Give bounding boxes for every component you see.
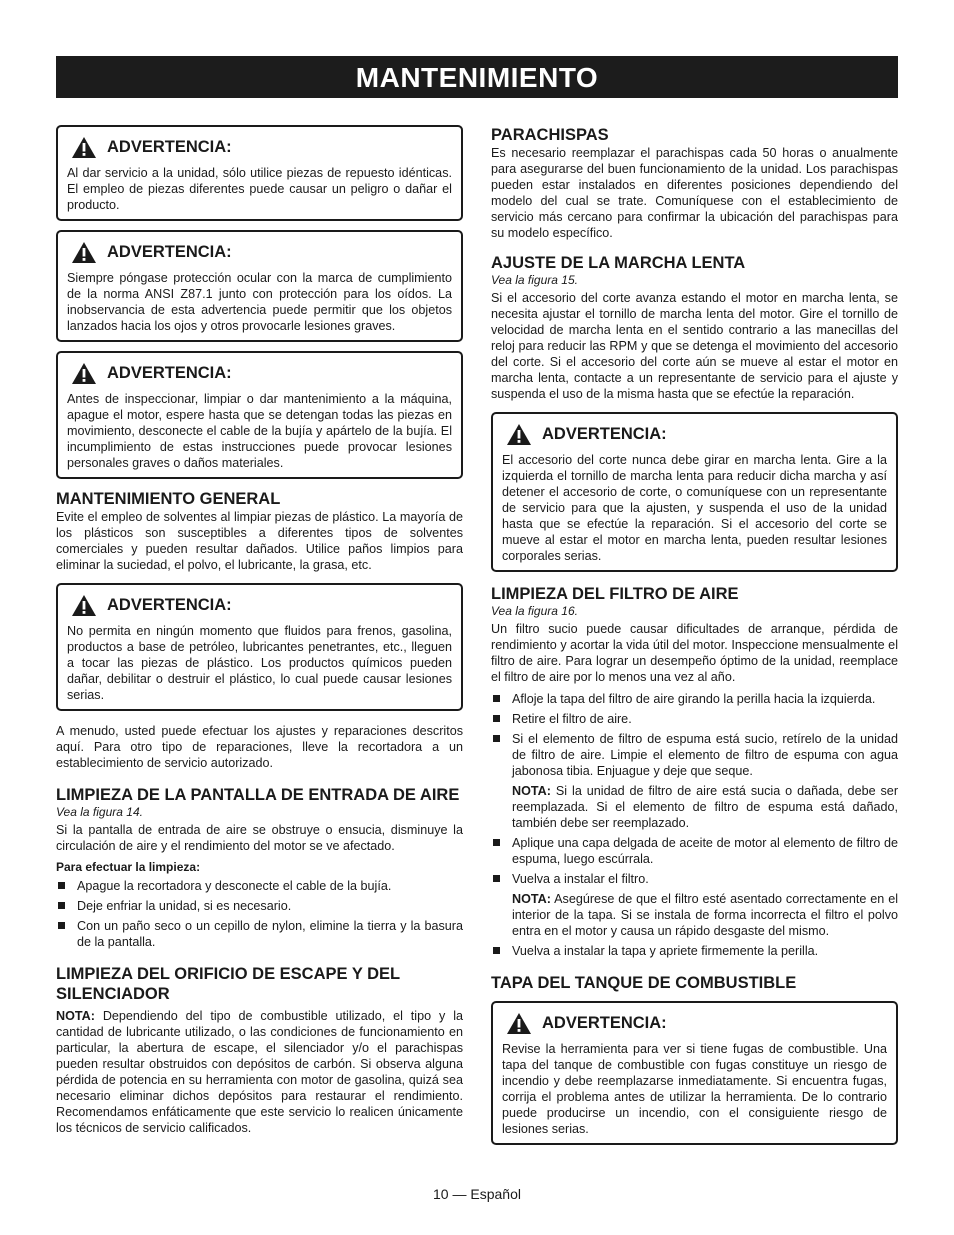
paragraph: Es necesario reemplazar el parachispas cada 50 horas o anualmente para asegurarse del buen funcionamiento de la unidad. Los parachispas pueden estar instalados en diferentes posiciones dependiendo del modelo del cual se trate. Comuníquese con el establecimiento de servicio más cercano para confirmar la ubicación del parachispas para su modelo específico. bbox=[491, 146, 898, 240]
section-heading-parachispas: PARACHISPAS bbox=[491, 126, 609, 144]
paragraph: Si el accesorio del corte avanza estando el motor en marcha lenta, se necesita ajustar el tornillo de marcha lenta del motor. Gire el tornillo de velocidad de marcha lenta en el sentido contrario a las manecillas del reloj para reducir las RPM y que se detenga el movimiento del accesorio del corte. Si el accesorio del corte aún se mueve al estar el motor en marcha lenta, contacte a un representante de servicio para el ajuste y suspenda el uso de la misma hasta que se efectúe la reparación. bbox=[491, 291, 898, 401]
paragraph: Evite el empleo de solventes al limpiar piezas de plástico. La mayoría de los plásticos son susceptibles a diferentes tipos de solventes comerciales y pueden resultar dañados. Utilice paños limpios para eliminar la suciedad, el polvo, el lubricante, la grasa, etc. bbox=[56, 510, 463, 572]
warning-box-marcha-lenta bbox=[491, 412, 898, 572]
warning-title: ADVERTENCIA: bbox=[107, 242, 232, 261]
list-item: Apague la recortadora y desconecte el cable de la bujía. bbox=[56, 878, 463, 894]
list-item: Afloje la tapa del filtro de aire girando la perilla hacia la izquierda. bbox=[491, 691, 898, 707]
bullet-list bbox=[491, 691, 898, 779]
note: NOTA: Asegúrese de que el filtro esté asentado correctamente en el interior de la tapa. Si se instala de forma incorrecta el filtro el polvo entra en el motor y causa un rápido desgaste del mismo. bbox=[512, 892, 898, 938]
warning-box-repuesto bbox=[56, 125, 463, 221]
list-item: Retire el filtro de aire. bbox=[491, 711, 898, 727]
warning-box-inspeccion bbox=[56, 351, 463, 479]
section-heading-general: MANTENIMIENTO GENERAL bbox=[56, 490, 281, 508]
page-title: MANTENIMIENTO bbox=[56, 56, 898, 98]
page-footer: 10 — Español bbox=[433, 1186, 521, 1202]
warning-text: Siempre póngase protección ocular con la marca de cumplimiento de la norma ANSI Z87.1 junto con protección para los oídos. La inobservancia de esta advertencia puede permitir que los objetos lanzados hacia los ojos y otros provocarle lesiones graves. bbox=[67, 271, 452, 333]
note: NOTA: Si la unidad de filtro de aire está sucia o dañada, debe ser reemplazada. Si el elemento de filtro de espuma está dañado, también debe ser reemplazado. bbox=[512, 784, 899, 830]
figure-reference: Vea la figura 16. bbox=[491, 604, 578, 618]
section-heading-filtro: LIMPIEZA DEL FILTRO DE AIRE bbox=[491, 585, 739, 603]
warning-text: El accesorio del corte nunca debe girar en marcha lenta. Gire a la izquierda el tornillo de marcha lenta para reducir dicha marcha y así detener el accesorio de corte, o comuníquese con un representante de servicio para que la ajusten, y suspenda el uso de la unidad hasta que se efectúe la reparación. Si el accesorio del corte se mueve al estar el motor en marcha lenta, pueden resultar lesiones corporales serias. bbox=[502, 453, 887, 563]
list-item: Con un paño seco o un cepillo de nylon, elimine la tierra y la basura de la pantalla. bbox=[56, 918, 463, 950]
bullet-square-icon bbox=[58, 922, 65, 929]
list-item: Vuelva a instalar el filtro. bbox=[491, 871, 898, 887]
warning-triangle-icon bbox=[506, 1012, 532, 1035]
bullet-square-icon bbox=[493, 695, 500, 702]
list-item: Aplique una capa delgada de aceite de motor al elemento de filtro de espuma, luego escúrrala. bbox=[491, 835, 898, 867]
warning-box-fluidos bbox=[56, 583, 463, 711]
bullet-square-icon bbox=[493, 875, 500, 882]
warning-text: Revise la herramienta para ver si tiene fugas de combustible. Una tapa del tanque de combustible con fugas constituye un riesgo de incendio y debe reemplazarse inmediatamente. Si encuentra fugas, corrija el problema antes de utilizar la herramienta. De lo contrario puede producirse un incendio, con el consiguiente riesgo de lesiones serias. bbox=[502, 1042, 887, 1136]
left-column bbox=[56, 125, 463, 1142]
list-item: Vuelva a instalar la tapa y apriete firmemente la perilla. bbox=[491, 943, 898, 959]
bullet-list bbox=[56, 878, 463, 950]
bullet-square-icon bbox=[493, 839, 500, 846]
section-heading-pantalla: LIMPIEZA DE LA PANTALLA DE ENTRADA DE AIRE bbox=[56, 786, 460, 804]
warning-title: ADVERTENCIA: bbox=[107, 595, 232, 614]
warning-triangle-icon bbox=[71, 362, 97, 385]
figure-reference: Vea la figura 15. bbox=[491, 273, 578, 287]
bullet-square-icon bbox=[58, 902, 65, 909]
bullet-list bbox=[491, 943, 898, 959]
warning-title: ADVERTENCIA: bbox=[542, 424, 667, 443]
paragraph: NOTA: Dependiendo del tipo de combustible utilizado, el tipo y la cantidad de lubricante utilizado, o las condiciones de funcionamiento en particular, la abertura de escape, el silenciador y/o el parachispas pueden resultar obstruidos con depósitos de carbón. Si observa alguna pérdida de potencia en su herramienta con motor de gasolina, quizá sea necesario eliminar dichos depósitos para restaurar el rendimiento. Recomendamos enfáticamente que este servicio lo realicen únicamente los técnicos de servicio calificados. bbox=[56, 1009, 463, 1135]
list-item: Deje enfriar la unidad, si es necesario. bbox=[56, 898, 463, 914]
section-heading-escape: LIMPIEZA DEL ORIFICIO DE ESCAPE Y DEL SILENCIADOR bbox=[56, 965, 400, 1003]
list-item: Si el elemento de filtro de espuma está sucio, retírelo de la unidad de filtro de aire. Limpie el elemento de filtro de espuma con agua jabonosa tibia. Enjuague y deje que seque. bbox=[491, 731, 898, 779]
bullet-square-icon bbox=[58, 882, 65, 889]
warning-triangle-icon bbox=[71, 594, 97, 617]
subheading: Para efectuar la limpieza: bbox=[56, 860, 201, 874]
warning-triangle-icon bbox=[506, 423, 532, 446]
bullet-list bbox=[491, 835, 898, 887]
section-heading-marcha-lenta: AJUSTE DE LA MARCHA LENTA bbox=[491, 254, 746, 272]
figure-reference: Vea la figura 14. bbox=[56, 805, 143, 819]
warning-text: No permita en ningún momento que fluidos para frenos, gasolina, productos a base de petróleo, lubricantes penetrantes, etc., lleguen a tocar las piezas de plástico. Los productos químicos pueden dañar, debilitar o destruir el plástico, lo cual puede causar lesiones serias. bbox=[67, 624, 452, 702]
warning-text: Al dar servicio a la unidad, sólo utilice piezas de repuesto idénticas. El empleo de piezas diferentes puede causar un peligro o dañar el producto. bbox=[67, 166, 452, 212]
right-column bbox=[491, 125, 898, 1154]
warning-triangle-icon bbox=[71, 241, 97, 264]
paragraph: Un filtro sucio puede causar dificultades de arranque, pérdida de rendimiento y acortar la vida útil del motor. Inspeccione mensualmente el filtro de aire. Para lograr un desempeño óptimo de la unidad, reemplace el filtro de aire por lo menos una vez al año. bbox=[491, 622, 898, 684]
bullet-square-icon bbox=[493, 947, 500, 954]
warning-triangle-icon bbox=[71, 136, 97, 159]
paragraph: A menudo, usted puede efectuar los ajustes y reparaciones descritos aquí. Para otro tipo de reparaciones, lleve la recortadora a un establecimiento de servicio autorizado. bbox=[56, 724, 463, 770]
warning-box-proteccion bbox=[56, 230, 463, 342]
warning-box-combustible bbox=[491, 1001, 898, 1145]
warning-text: Antes de inspeccionar, limpiar o dar mantenimiento a la máquina, apague el motor, espere hasta que se detengan todas las piezas en movimiento, desconecte el cable de la bujía y apártelo de la bujía. El incumplimiento de estas instrucciones puede provocar lesiones personales graves o daños materiales. bbox=[67, 392, 452, 470]
paragraph: Si la pantalla de entrada de aire se obstruye o ensucia, disminuye la circulación de aire y el rendimiento del motor se ve afectado. bbox=[56, 823, 463, 853]
bullet-square-icon bbox=[493, 735, 500, 742]
warning-title: ADVERTENCIA: bbox=[107, 137, 232, 156]
warning-title: ADVERTENCIA: bbox=[107, 363, 232, 382]
section-heading-tapa-tanque: TAPA DEL TANQUE DE COMBUSTIBLE bbox=[491, 974, 797, 992]
bullet-square-icon bbox=[493, 715, 500, 722]
warning-title: ADVERTENCIA: bbox=[542, 1013, 667, 1032]
